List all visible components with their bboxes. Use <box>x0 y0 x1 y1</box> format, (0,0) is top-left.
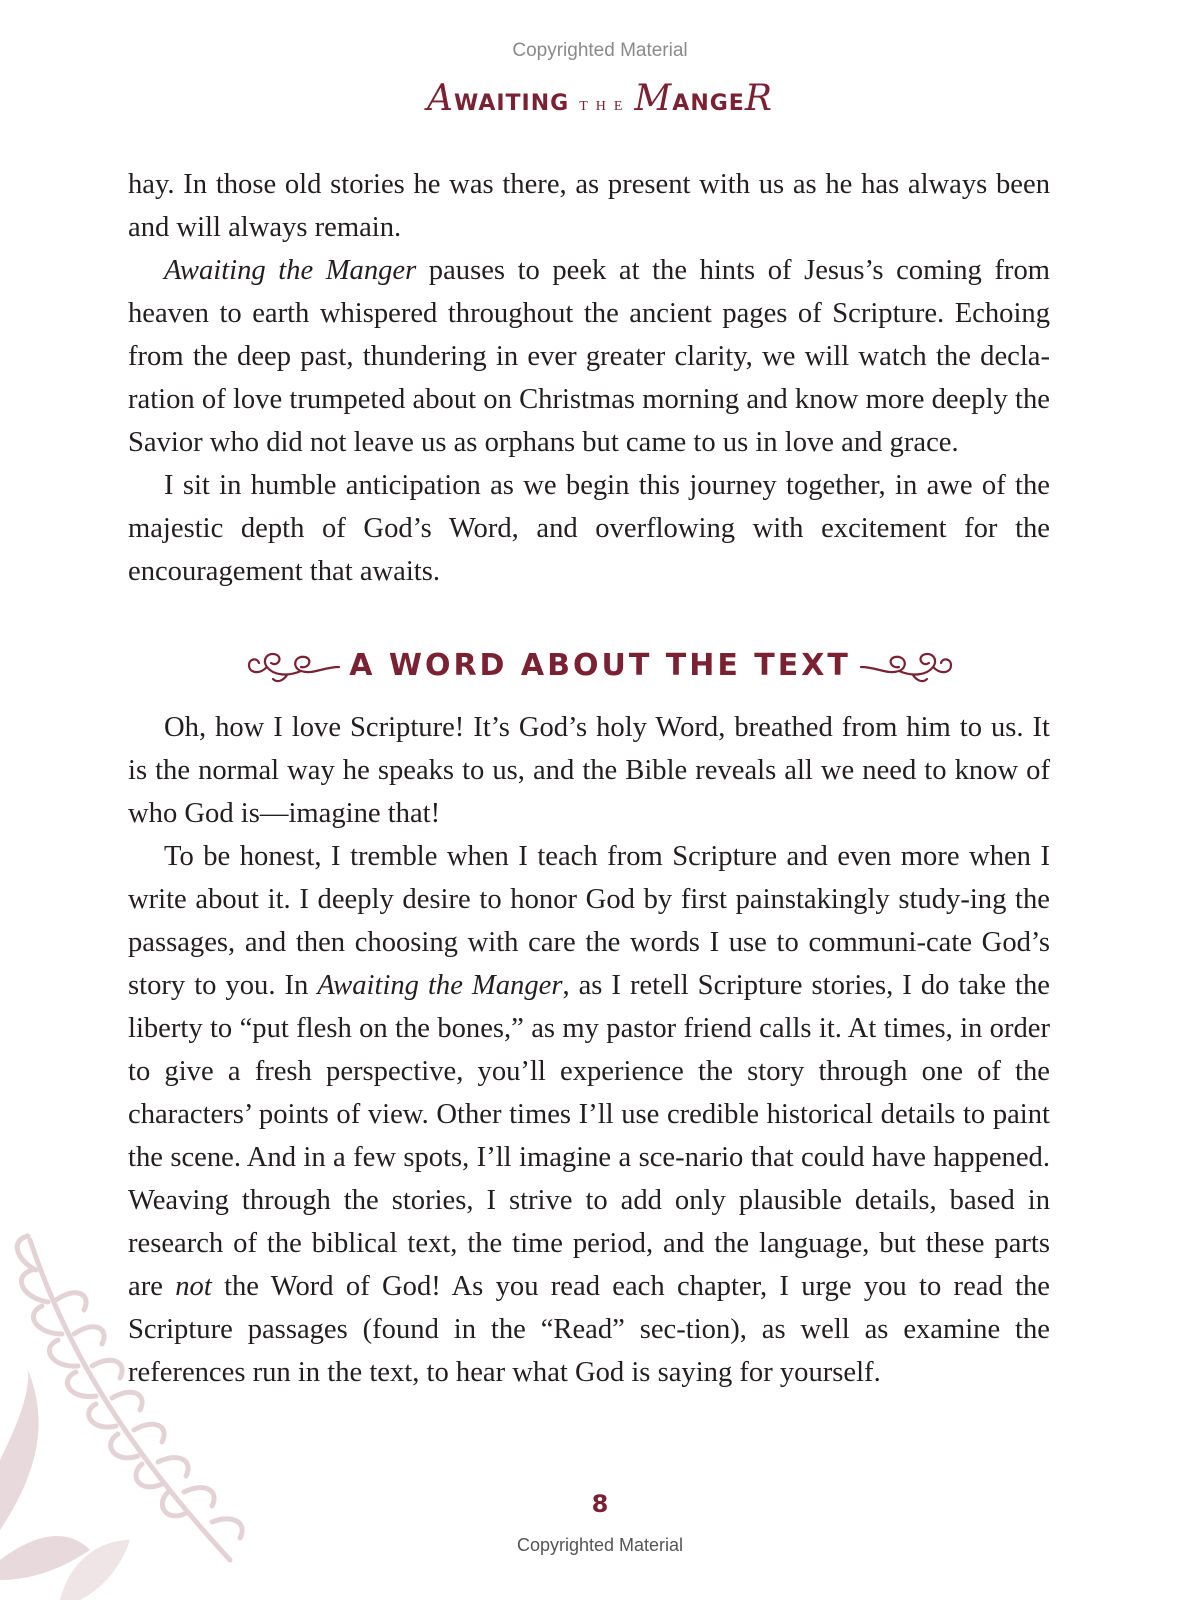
running-head <box>0 78 1200 119</box>
running-head-initial-2: M <box>634 78 673 119</box>
paragraph: I sit in humble anticipation as we begin this journey together, in awe of the majestic depth of God’s Word, and overflowing with excitement for the encouragement that awaits. <box>128 470 1050 587</box>
section-heading <box>0 640 1200 690</box>
paragraph-text: To be honest, I tremble when I teach from Scripture and even more when I write about it. I deeply desire to honor God by first painstakingly study-ing the passages, and then choosing with care the words I use to communi-cate God’s story to you. In <box>128 841 1050 1001</box>
flourish-left-icon <box>243 645 343 685</box>
paragraph-text: , as I retell Scripture stories, I do take the liberty to “put flesh on the bones,” as my pastor friend calls it. At times, in order to give a fresh perspective, you’ll experience the story through one of the characters’ points of view. Other times I’ll use credible historical details to paint the scene. And in a few spots, I’ll imagine a sce-nario that could have happened. Weaving through the stories, I strive to add only plausible details, based in research of the biblical text, the time period, and the language, but these parts are <box>128 970 1050 1302</box>
paragraph: Oh, how I love Scripture! It’s God’s holy Word, breathed from him to us. It is the normal way he speaks to us, and the Bible reveals all we need to know of who God is—imagine that! <box>128 712 1050 829</box>
running-head-final: R <box>744 78 773 119</box>
paragraph <box>128 249 1050 464</box>
paragraph-text: pauses to peek at the hints of Jesus’s coming from heaven to earth whispered throughout the ancient pages of Scripture. Echoing from the deep past, thundering in ever greater clarity, we will watch the decla-ration of love trumpeted about on Christmas morning and know more deeply the Savior who did not leave us as orphans but came to us in love and grace. <box>128 255 1050 458</box>
flourish-right-icon <box>857 645 957 685</box>
copyright-watermark-bottom: Copyrighted Material <box>516 1535 684 1555</box>
book-title-italic: Awaiting the Manger <box>317 970 563 1001</box>
book-title-italic: Awaiting the Manger <box>164 255 417 286</box>
paragraph-text: the Word of God! As you read each chapter, I urge you to read the Scripture passages (found in the “Read” sec-tion), as well as examine the references run in the text, to hear what God is saying for yourself. <box>128 1271 1050 1388</box>
running-head-word-2: THE <box>579 99 631 114</box>
body-text-block-1 <box>128 163 1050 593</box>
running-head-word-3: ANGE <box>672 91 745 116</box>
page-number: 8 <box>591 1490 609 1518</box>
emphasis-italic: not <box>175 1271 212 1302</box>
running-head-word-1: WAITING <box>454 91 570 116</box>
section-heading-title: A WORD ABOUT THE TEXT <box>349 647 851 683</box>
copyright-watermark-top: Copyrighted Material <box>512 40 688 61</box>
running-head-initial: A <box>427 78 455 119</box>
paragraph: hay. In those old stories he was there, as present with us as he has always been and will always remain. <box>128 169 1050 243</box>
